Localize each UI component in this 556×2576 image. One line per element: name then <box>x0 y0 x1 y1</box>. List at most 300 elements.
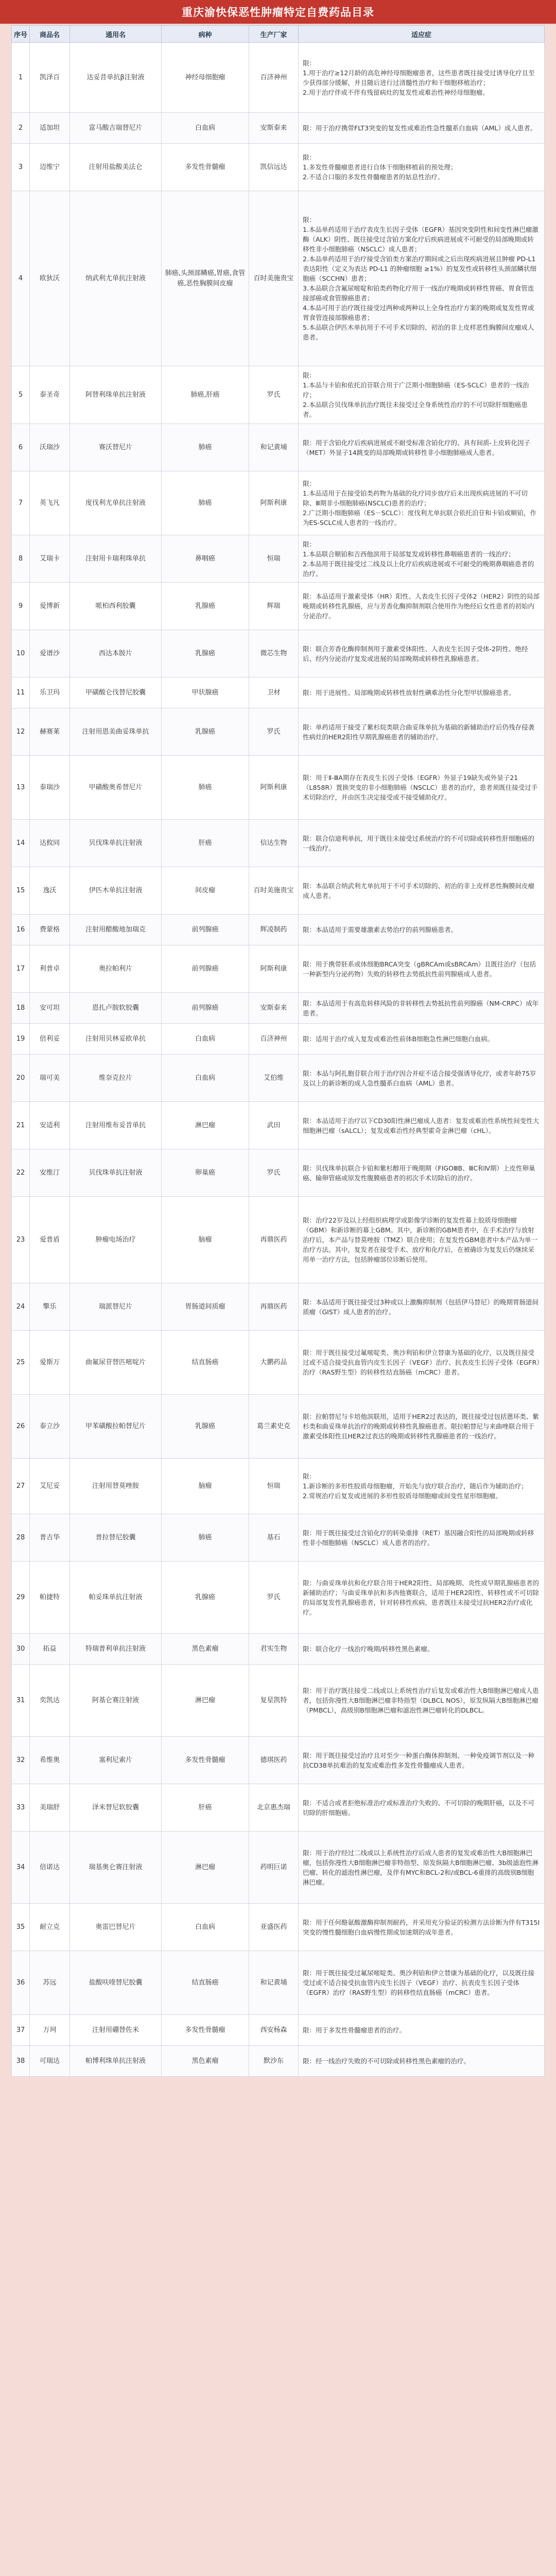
indication-line: 5.本品联合伊匹木单抗用于不可手术切除的、初治的非上皮样恶性胸膜间皮瘤成人患者。 <box>303 324 534 341</box>
column-header-disease: 病种 <box>162 26 249 43</box>
cell-generic-name: 注射用贝林妥欧单抗 <box>70 1024 162 1055</box>
cell-disease: 多发性骨髓瘤 <box>162 144 249 191</box>
cell-disease: 白血病 <box>162 1904 249 1951</box>
cell-brand-name: 帕捷特 <box>30 1562 70 1634</box>
indication-line: 限： <box>303 59 316 67</box>
table-row <box>12 113 545 144</box>
table-row <box>12 820 545 867</box>
table-row <box>12 1283 545 1331</box>
indication-line: 限：用于治疗携带FLT3突变的复发性或难治性急性髓系白血病（AML）成人患者。 <box>303 124 537 132</box>
cell-generic-name: 度伐利尤单抗注射液 <box>70 471 162 535</box>
cell-number: 9 <box>12 583 30 630</box>
cell-number: 36 <box>12 1951 30 2015</box>
cell-disease: 淋巴瘤 <box>162 1102 249 1149</box>
cell-generic-name: 奥拉帕利片 <box>70 945 162 993</box>
indication-line: 限： <box>303 154 316 161</box>
cell-number: 35 <box>12 1904 30 1951</box>
cell-number: 12 <box>12 708 30 756</box>
column-header-no: 序号 <box>12 26 30 43</box>
cell-brand-name: 欧狄沃 <box>30 191 70 366</box>
indication-line: 限：本品适用于有高危转移风险的非转移性去势抵抗性前列腺癌（NM-CRPC）成年患者。 <box>303 999 539 1017</box>
indication-line: 限： <box>303 216 316 224</box>
table-row <box>12 867 545 914</box>
table-row <box>12 1459 545 1514</box>
cell-generic-name: 注射用卡瑞利珠单抗 <box>70 535 162 583</box>
cell-generic-name: 恩扎卢胺软胶囊 <box>70 993 162 1024</box>
cell-indication <box>299 2015 545 2046</box>
cell-brand-name: 安适利 <box>30 1102 70 1149</box>
cell-indication <box>299 914 545 945</box>
cell-number: 33 <box>12 1784 30 1832</box>
indication-line: 限：用于进展性、局部晚期或转移性放射性碘难治性分化型甲状腺癌患者。 <box>303 689 515 697</box>
indication-line: 限： <box>303 371 316 379</box>
indication-line: 限：经一线治疗失败的不可切除或转移性黑色素瘤的治疗。 <box>303 2057 471 2065</box>
cell-disease: 淋巴瘤 <box>162 1665 249 1737</box>
cell-generic-name: 哌柏西利胶囊 <box>70 583 162 630</box>
cell-number: 26 <box>12 1395 30 1459</box>
table-row <box>12 1904 545 1951</box>
indication-line: 限：用于治疗既往接受二线或以上系统性治疗后复发或难治性大B细胞淋巴瘤成人患者，包括弥漫性大B细胞淋巴瘤非特指型（DLBCL NOS），原发纵隔大B细胞淋巴瘤（PMBCL），高级别B细胞淋巴瘤和滤泡性淋巴瘤转化的DLBCL。 <box>303 1687 539 1714</box>
cell-generic-name: 帕妥珠单抗注射液 <box>70 1562 162 1634</box>
indication-line: 限：本品联合纳武利尤单抗用于不可手术切除的、初治的非上皮样恶性胸膜间皮瘤成人患者。 <box>303 882 535 900</box>
indication-line: 限：用于Ⅱ-ⅢA期存在表皮生长因子受体（EGFR）外显子19缺失或外显子21（L858R）置换突变的非小细胞肺癌（NSCLC）患者的治疗，患者须既往接受过手术切除治疗，并由医生决定接受或不接受辅助化疗。 <box>303 774 538 801</box>
cell-manufacturer: 辉凌制药 <box>249 914 299 945</box>
cell-indication <box>299 867 545 914</box>
table-row <box>12 914 545 945</box>
indication-line: 限：单药适用于接受了紫杉烷类联合曲妥珠单抗为基础的新辅助治疗后仍残存侵袭性病灶的HER2阳性早期乳腺癌患者的辅助治疗。 <box>303 723 535 741</box>
cell-indication <box>299 1784 545 1832</box>
indication-line: 1.用于治疗≥12月龄的高危神经母细胞瘤患者，这些患者既往接受过诱导化疗且至少获得部分缓解，并且随后进行过清髓性治疗和干细胞移植治疗； <box>303 69 535 87</box>
cell-manufacturer: 安斯泰来 <box>249 993 299 1024</box>
cell-disease: 肝癌 <box>162 820 249 867</box>
cell-manufacturer: 恒瑞 <box>249 535 299 583</box>
cell-brand-name: 乐卫玛 <box>30 677 70 708</box>
cell-indication <box>299 366 545 424</box>
cell-indication <box>299 1055 545 1102</box>
indication-line: 1.本品与卡铂和依托泊苷联合用于广泛期小细胞肺癌（ES-SCLC）患者的一线治疗； <box>303 381 529 399</box>
indication-line: 限：适用于治疗成人复发或难治性前体B细胞急性淋巴细胞白血病。 <box>303 1035 494 1043</box>
cell-manufacturer: 辉瑞 <box>249 583 299 630</box>
cell-disease: 脑瘤 <box>162 1459 249 1514</box>
cell-brand-name: 可瑞达 <box>30 2046 70 2077</box>
table-row <box>12 708 545 756</box>
cell-disease: 白血病 <box>162 1055 249 1102</box>
cell-disease: 肺癌 <box>162 756 249 820</box>
cell-manufacturer: 北京惠杰瑞 <box>249 1784 299 1832</box>
table-row <box>12 191 545 366</box>
cell-indication <box>299 1562 545 1634</box>
cell-disease: 白血病 <box>162 1024 249 1055</box>
cell-manufacturer: 百时美施贵宝 <box>249 191 299 366</box>
cell-brand-name: 达攸同 <box>30 820 70 867</box>
cell-generic-name: 贝伐珠单抗注射液 <box>70 1149 162 1197</box>
cell-manufacturer: 安斯泰来 <box>249 113 299 144</box>
cell-indication <box>299 677 545 708</box>
cell-generic-name: 注射用替莫唑胺 <box>70 1459 162 1514</box>
cell-disease: 神经母细胞瘤 <box>162 43 249 113</box>
cell-indication <box>299 1832 545 1904</box>
cell-generic-name: 维奈克拉片 <box>70 1055 162 1102</box>
cell-number: 7 <box>12 471 30 535</box>
cell-indication <box>299 945 545 993</box>
cell-manufacturer: 罗氏 <box>249 1149 299 1197</box>
cell-number: 19 <box>12 1024 30 1055</box>
table-row <box>12 1197 545 1283</box>
cell-brand-name: 费蒙格 <box>30 914 70 945</box>
indication-line: 限：拉帕替尼与卡培他滨联用，适用于HER2过表达的，既往接受过包括蒽环类、紫杉类和曲妥珠单抗治疗的晚期或转移性乳腺癌患者。限拉帕替尼与来曲唑联合用于激素受体阳性且HER2过表达的晚期或转移性乳腺癌患者的一线治疗。 <box>303 1413 539 1440</box>
indication-line: 限：本品适用于既往接受过3种或以上激酶抑制剂（包括伊马替尼）的晚期胃肠道间质瘤（GIST）成人患者的治疗。 <box>303 1298 538 1316</box>
cell-manufacturer: 基石 <box>249 1514 299 1562</box>
cell-disease: 肺癌,肝癌 <box>162 366 249 424</box>
indication-line: 限： <box>303 480 316 487</box>
cell-generic-name: 纳武利尤单抗注射液 <box>70 191 162 366</box>
cell-number: 10 <box>12 630 30 677</box>
cell-indication <box>299 471 545 535</box>
cell-manufacturer: 百时美施贵宝 <box>249 867 299 914</box>
cell-indication <box>299 583 545 630</box>
cell-disease: 前列腺癌 <box>162 945 249 993</box>
indication-line: 限：用于任何酪氨酸激酶抑制剂耐药，并采用充分验证的检测方法诊断为伴有T315I突变的慢性髓细胞白血病慢性期或加速期的成年患者。 <box>303 1918 540 1936</box>
cell-manufacturer: 微芯生物 <box>249 630 299 677</box>
indication-line: 限：本品与阿扎胞苷联合用于治疗因合并症不适合接受强诱导化疗，或者年龄75岁及以上的新诊断的成人急性髓系白血病（AML）患者。 <box>303 1069 536 1087</box>
indication-line: 限：用于既往接受过氟尿嘧啶类、奥沙利铂和伊立替康为基础的化疗，以及既往接受过或不适合接受抗血管内皮生长因子（VEGF）治疗、抗表皮生长因子受体（EGFR）治疗（RAS野生型）的转移性结直肠癌（mCRC）患者。 <box>303 1969 535 1996</box>
cell-indication <box>299 756 545 820</box>
cell-indication <box>299 1904 545 1951</box>
table-row <box>12 945 545 993</box>
cell-generic-name: 曲氟尿苷替匹嘧啶片 <box>70 1331 162 1395</box>
cell-generic-name: 注射用维布妥昔单抗 <box>70 1102 162 1149</box>
page-title: 重庆渝快保恶性肿瘤特定自费药品目录 <box>0 0 556 25</box>
cell-disease: 黑色素瘤 <box>162 2046 249 2077</box>
cell-brand-name: 安可坦 <box>30 993 70 1024</box>
cell-number: 34 <box>12 1832 30 1904</box>
cell-number: 5 <box>12 366 30 424</box>
cell-indication <box>299 1634 545 1665</box>
cell-disease: 肺癌 <box>162 1514 249 1562</box>
cell-number: 17 <box>12 945 30 993</box>
cell-disease: 前列腺癌 <box>162 993 249 1024</box>
cell-number: 25 <box>12 1331 30 1395</box>
table-row <box>12 1102 545 1149</box>
indication-line: 限：联合芳香化酶抑制剂用于激素受体阳性、人表皮生长因子受体-2阴性、绝经后、经内分泌治疗复发或进展的局部晚期或转移性乳腺癌患者。 <box>303 645 528 663</box>
cell-indication <box>299 113 545 144</box>
cell-disease: 黑色素瘤 <box>162 1634 249 1665</box>
table-body <box>12 43 545 2077</box>
cell-generic-name: 注射用硼替佐米 <box>70 2015 162 2046</box>
cell-manufacturer: 罗氏 <box>249 366 299 424</box>
cell-brand-name: 爱普盾 <box>30 1197 70 1283</box>
cell-indication <box>299 630 545 677</box>
cell-indication <box>299 820 545 867</box>
cell-disease: 肺癌,头颈部鳞癌,胃癌,食管癌,恶性胸膜间皮瘤 <box>162 191 249 366</box>
cell-manufacturer: 罗氏 <box>249 708 299 756</box>
cell-disease: 甲状腺癌 <box>162 677 249 708</box>
cell-indication <box>299 1951 545 2015</box>
cell-brand-name: 耐立克 <box>30 1904 70 1951</box>
cell-generic-name: 注射用醋酸地加瑞克 <box>70 914 162 945</box>
indication-line: 2.不适合口服的多发性骨髓瘤患者的姑息性治疗。 <box>303 173 444 181</box>
cell-brand-name: 爱博新 <box>30 583 70 630</box>
cell-brand-name: 爱谱沙 <box>30 630 70 677</box>
cell-generic-name: 泽米替尼软胶囊 <box>70 1784 162 1832</box>
indication-line: 限：与曲妥珠单抗和化疗联合用于HER2阳性、局部晚期、炎性或早期乳腺癌患者的新辅助治疗；与曲妥珠单抗和多西他赛联合，适用于HER2阳性、转移性或不可切除的局部复发性乳腺癌患者，针对转移性疾病，患者既往未接受过抗HER2治疗或化疗。 <box>303 1579 539 1616</box>
cell-brand-name: 拓益 <box>30 1634 70 1665</box>
cell-disease: 卵巢癌 <box>162 1149 249 1197</box>
indication-line: 限：用于既往接受过含铂化疗的转染重排（RET）基因融合阳性的局部晚期或转移性非小细胞肺癌（NSCLC）成人患者的治疗。 <box>303 1529 534 1547</box>
cell-manufacturer: 葛兰素史克 <box>249 1395 299 1459</box>
cell-number: 32 <box>12 1737 30 1784</box>
cell-generic-name: 甲磺酸仑伐替尼胶囊 <box>70 677 162 708</box>
table-row <box>12 1149 545 1197</box>
cell-indication <box>299 1283 545 1331</box>
indication-line: 1.多发性骨髓瘤患者进行自体干细胞移植前的预处理； <box>303 163 457 171</box>
table-row <box>12 1055 545 1102</box>
cell-generic-name: 阿替利珠单抗注射液 <box>70 366 162 424</box>
cell-disease: 结直肠癌 <box>162 1331 249 1395</box>
cell-number: 27 <box>12 1459 30 1514</box>
cell-number: 21 <box>12 1102 30 1149</box>
indication-line: 1.新诊断的多形性胶质母细胞瘤，开始先与放疗联合治疗，随后作为辅助治疗； <box>303 1482 528 1490</box>
table-row <box>12 1331 545 1395</box>
cell-indication <box>299 1197 545 1283</box>
indication-line: 限：不适合或者拒绝标准治疗或标准治疗失败的、不可切除的晚期肝癌，以及不可切除的肝细胞癌。 <box>303 1799 535 1817</box>
indication-line: 限： <box>303 540 316 548</box>
cell-disease: 胃肠道间质瘤 <box>162 1283 249 1331</box>
cell-disease: 结直肠癌 <box>162 1951 249 2015</box>
column-header-maker: 生产厂家 <box>249 26 299 43</box>
cell-brand-name: 泰圣奇 <box>30 366 70 424</box>
cell-generic-name: 注射用恩美曲妥珠单抗 <box>70 708 162 756</box>
cell-manufacturer: 阿斯利康 <box>249 945 299 993</box>
cell-number: 31 <box>12 1665 30 1737</box>
cell-indication <box>299 1102 545 1149</box>
cell-brand-name: 赫赛莱 <box>30 708 70 756</box>
cell-brand-name: 希维奥 <box>30 1737 70 1784</box>
table-row <box>12 1634 545 1665</box>
cell-brand-name: 泰立沙 <box>30 1395 70 1459</box>
table-row <box>12 1514 545 1562</box>
indication-line: 2.常规治疗后复发或进展的多形性胶质母细胞瘤或间变性星形细胞瘤。 <box>303 1492 502 1500</box>
cell-indication <box>299 1514 545 1562</box>
table-row <box>12 1562 545 1634</box>
cell-generic-name: 注射用盐酸美法仑 <box>70 144 162 191</box>
cell-number: 30 <box>12 1634 30 1665</box>
cell-number: 8 <box>12 535 30 583</box>
cell-brand-name: 利普卓 <box>30 945 70 993</box>
indication-line: 限：治疗22岁及以上经组织病理学或影像学诊断的复发性幕上胶质母细胞瘤（GBM）和新诊断的幕上GBM。其中，新诊断的GBM患者中，在手术治疗与放射治疗后，本产品与替莫唑胺（TMZ）联合使用；在复发性GBM患者中本产品为单一治疗方法。其中，复发者在接受手术、放疗和化疗后，在被确诊为复发后仍继续采用单一治疗方法，包括肿瘤部位诊断后使用。 <box>303 1216 538 1263</box>
cell-brand-name: 沃瑞沙 <box>30 424 70 471</box>
indication-line: 限：用于含铂化疗后疾病进展或不耐受标准含铂化疗的、具有间质-上皮转化因子（MET）外显子14跳变的局部晚期或转移性非小细胞肺癌成人患者。 <box>303 438 531 456</box>
cell-disease: 肺癌 <box>162 424 249 471</box>
cell-brand-name: 瑞可美 <box>30 1055 70 1102</box>
cell-disease: 乳腺癌 <box>162 1562 249 1634</box>
cell-disease: 乳腺癌 <box>162 1395 249 1459</box>
cell-manufacturer: 百济神州 <box>249 1024 299 1055</box>
cell-generic-name: 富马酸吉瑞替尼片 <box>70 113 162 144</box>
indication-line: 4.本品可用于治疗既往接受过两种或两种以上全身性治疗方案的晚期或复发性胃或胃食管连接部腺癌患者； <box>303 304 534 321</box>
cell-brand-name: 奕凯达 <box>30 1665 70 1737</box>
cell-manufacturer: 再鼎医药 <box>249 1197 299 1283</box>
cell-indication <box>299 1665 545 1737</box>
cell-generic-name: 达妥昔单抗β注射液 <box>70 43 162 113</box>
cell-number: 28 <box>12 1514 30 1562</box>
indication-line: 2.本品单药适用于治疗接受含铂类方案治疗期间或之后出现疾病进展且肿瘤 PD-L1 表达阳性（定义为表达 PD-L1 的肿瘤细胞 ≥1%）的复发性或转移性头颈部鳞状细胞癌（SCCHN）患者； <box>303 255 536 282</box>
cell-generic-name: 普拉替尼胶囊 <box>70 1514 162 1562</box>
cell-brand-name: 擎乐 <box>30 1283 70 1331</box>
cell-number: 11 <box>12 677 30 708</box>
cell-generic-name: 特瑞普利单抗注射液 <box>70 1634 162 1665</box>
cell-manufacturer: 凯信远达 <box>249 144 299 191</box>
cell-generic-name: 瑞基奥仑赛注射液 <box>70 1832 162 1904</box>
cell-disease: 多发性骨髓瘤 <box>162 1737 249 1784</box>
cell-brand-name: 倍诺达 <box>30 1832 70 1904</box>
table-row <box>12 993 545 1024</box>
cell-manufacturer: 百济神州 <box>249 43 299 113</box>
indication-line: 限：联合信迪利单抗，用于既往未接受过系统治疗的不可切除或转移性肝细胞癌的一线治疗。 <box>303 834 535 852</box>
indication-line: 2.本品用于既往接受过二线及以上化疗后疾病进展或不可耐受的晚期鼻咽癌患者的治疗。 <box>303 560 534 578</box>
cell-generic-name: 阿基仑赛注射液 <box>70 1665 162 1737</box>
indication-line: 限： <box>303 1472 316 1480</box>
cell-indication <box>299 1331 545 1395</box>
table-row <box>12 677 545 708</box>
table-row <box>12 144 545 191</box>
cell-manufacturer: 罗氏 <box>249 1562 299 1634</box>
cell-disease: 脑瘤 <box>162 1197 249 1283</box>
cell-disease: 间皮瘤 <box>162 867 249 914</box>
table-row <box>12 2015 545 2046</box>
cell-disease: 乳腺癌 <box>162 583 249 630</box>
cell-manufacturer: 和记黄埔 <box>249 424 299 471</box>
cell-manufacturer: 卫材 <box>249 677 299 708</box>
cell-generic-name: 甲苯磺酸拉帕替尼片 <box>70 1395 162 1459</box>
cell-disease: 鼻咽癌 <box>162 535 249 583</box>
cell-generic-name: 伊匹木单抗注射液 <box>70 867 162 914</box>
cell-disease: 多发性骨髓瘤 <box>162 2015 249 2046</box>
cell-number: 29 <box>12 1562 30 1634</box>
cell-generic-name: 塞利尼索片 <box>70 1737 162 1784</box>
cell-manufacturer: 亚盛医药 <box>249 1904 299 1951</box>
cell-generic-name: 帕博利珠单抗注射液 <box>70 2046 162 2077</box>
cell-indication <box>299 43 545 113</box>
cell-disease: 白血病 <box>162 113 249 144</box>
cell-indication <box>299 2046 545 2077</box>
cell-brand-name: 迈维宁 <box>30 144 70 191</box>
cell-brand-name: 倍利妥 <box>30 1024 70 1055</box>
cell-manufacturer: 大鹏药品 <box>249 1331 299 1395</box>
cell-number: 22 <box>12 1149 30 1197</box>
cell-generic-name: 肿瘤电场治疗 <box>70 1197 162 1283</box>
cell-brand-name: 逸沃 <box>30 867 70 914</box>
cell-manufacturer: 阿斯利康 <box>249 471 299 535</box>
table-row <box>12 1784 545 1832</box>
table-row <box>12 535 545 583</box>
cell-number: 6 <box>12 424 30 471</box>
table-row <box>12 1737 545 1784</box>
cell-number: 38 <box>12 2046 30 2077</box>
cell-number: 18 <box>12 993 30 1024</box>
cell-brand-name: 适加坦 <box>30 113 70 144</box>
cell-number: 24 <box>12 1283 30 1331</box>
table-row <box>12 1395 545 1459</box>
cell-manufacturer: 艾伯维 <box>249 1055 299 1102</box>
cell-number: 23 <box>12 1197 30 1283</box>
indication-line: 限：用于既往接受过治疗且对至少一种蛋白酶体抑制剂、一种免疫调节剂以及一种抗CD38单抗难治的复发或难治性多发性骨髓瘤成人患者。 <box>303 1751 535 1769</box>
cell-indication <box>299 1395 545 1459</box>
cell-number: 4 <box>12 191 30 366</box>
indication-line: 2.用于治疗伴或不伴有残留病灶的复发性或难治性神经母细胞瘤。 <box>303 88 489 96</box>
cell-generic-name: 西达本胺片 <box>70 630 162 677</box>
indication-line: 2.本品联合贝伐珠单抗治疗既往未接受过全身系统性治疗的不可切除肝细胞癌患者。 <box>303 401 528 418</box>
cell-generic-name: 盐酸呋喹替尼胶囊 <box>70 1951 162 2015</box>
cell-brand-name: 万珂 <box>30 2015 70 2046</box>
table-row <box>12 630 545 677</box>
cell-brand-name: 美瑞舒 <box>30 1784 70 1832</box>
table-header <box>12 26 545 43</box>
indication-line: 3.本品联合含氟尿嘧啶和铂类药物化疗用于一线治疗晚期或转移性胃癌、胃食管连接部癌或食管腺癌患者； <box>303 284 534 302</box>
cell-manufacturer: 默沙东 <box>249 2046 299 2077</box>
cell-manufacturer: 西安杨森 <box>249 2015 299 2046</box>
cell-indication <box>299 424 545 471</box>
indication-line: 限：用于多发性骨髓瘤患者的治疗。 <box>303 2026 406 2034</box>
indication-line: 1.本品适用于在接受铂类药物为基础的化疗同步放疗后未出现疾病进展的不可切除、Ⅲ期非小细胞肺癌(NSCLC)患者的治疗； <box>303 489 528 507</box>
cell-indication <box>299 1024 545 1055</box>
cell-brand-name: 安维汀 <box>30 1149 70 1197</box>
table-row <box>12 471 545 535</box>
table-row <box>12 1951 545 2015</box>
column-header-generic: 通用名 <box>70 26 162 43</box>
column-header-indication: 适应症 <box>299 26 545 43</box>
cell-number: 16 <box>12 914 30 945</box>
cell-manufacturer: 恒瑞 <box>249 1459 299 1514</box>
cell-manufacturer: 武田 <box>249 1102 299 1149</box>
cell-indication <box>299 1737 545 1784</box>
cell-brand-name: 泰瑞沙 <box>30 756 70 820</box>
cell-manufacturer: 和记黄埔 <box>249 1951 299 2015</box>
cell-disease: 乳腺癌 <box>162 708 249 756</box>
cell-number: 13 <box>12 756 30 820</box>
table-row <box>12 424 545 471</box>
table-row <box>12 1665 545 1737</box>
cell-brand-name: 苏远 <box>30 1951 70 2015</box>
table-row <box>12 583 545 630</box>
indication-line: 限：用于携带胚系或体细胞BRCA突变（gBRCAm或sBRCAm）且既往治疗（包括一种新型内分泌药物）失败的转移性去势抵抗性前列腺癌成人患者。 <box>303 960 536 978</box>
cell-number: 14 <box>12 820 30 867</box>
cell-indication <box>299 535 545 583</box>
cell-brand-name: 凯泽百 <box>30 43 70 113</box>
cell-number: 37 <box>12 2015 30 2046</box>
indication-line: 1.本品联合顺铂和吉西他滨用于局部复发或转移性鼻咽癌患者的一线治疗； <box>303 550 515 558</box>
cell-disease: 肺癌 <box>162 471 249 535</box>
cell-indication <box>299 993 545 1024</box>
table-row <box>12 1024 545 1055</box>
cell-indication <box>299 191 545 366</box>
cell-generic-name: 赛沃替尼片 <box>70 424 162 471</box>
cell-manufacturer: 信达生物 <box>249 820 299 867</box>
cell-number: 1 <box>12 43 30 113</box>
table-row <box>12 43 545 113</box>
cell-disease: 淋巴瘤 <box>162 1832 249 1904</box>
cell-manufacturer: 药明巨诺 <box>249 1832 299 1904</box>
cell-indication <box>299 1149 545 1197</box>
cell-brand-name: 爱斯万 <box>30 1331 70 1395</box>
table-row <box>12 756 545 820</box>
indication-line: 限：用于治疗经过二线或以上系统性治疗后成人患者的复发或难治性大B细胞淋巴瘤，包括弥漫性大B细胞淋巴瘤非特指型、原发纵隔大B细胞淋巴瘤、3b级滤泡性淋巴瘤、转化的滤泡性淋巴瘤，及伴有MYC和BCL-2和/或BCL-6重排的高级别B细胞淋巴瘤。 <box>303 1849 539 1886</box>
column-header-brand: 商品名 <box>30 26 70 43</box>
cell-manufacturer: 复星凯特 <box>249 1665 299 1737</box>
cell-generic-name: 瑞派替尼片 <box>70 1283 162 1331</box>
cell-indication <box>299 144 545 191</box>
cell-number: 3 <box>12 144 30 191</box>
